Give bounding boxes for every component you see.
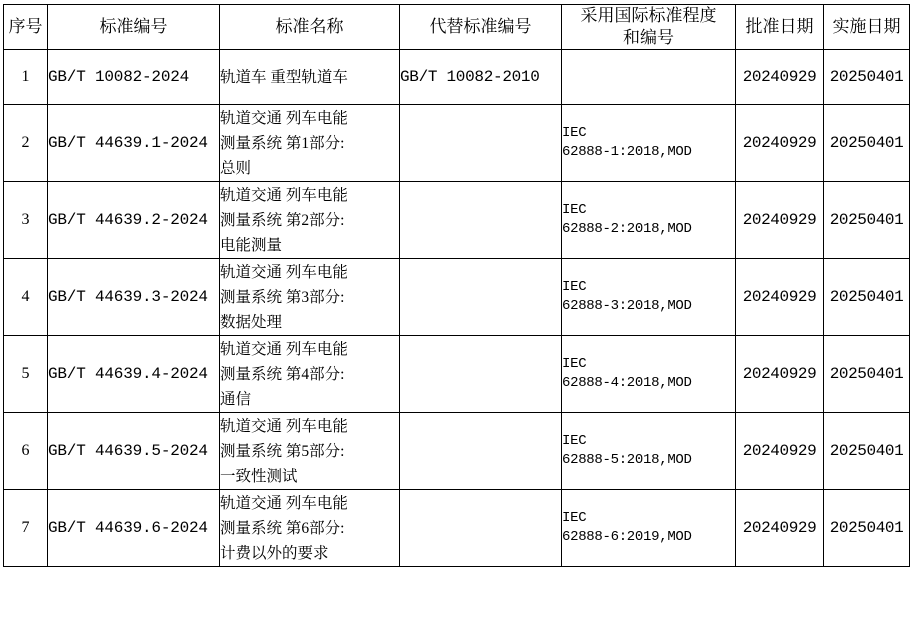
standards-table — [3, 4, 910, 567]
cell-implementation-date: 20250401 — [824, 490, 910, 567]
cell-implementation-date: 20250401 — [824, 105, 910, 182]
cell-implementation-date: 20250401 — [824, 413, 910, 490]
cell-international-adoption — [562, 490, 736, 567]
cell-approval-date: 20240929 — [736, 336, 824, 413]
cell-standard-name — [220, 336, 400, 413]
name-line: 测量系统 第1部分: — [220, 134, 345, 152]
cell-implementation-date: 20250401 — [824, 259, 910, 336]
cell-approval-date: 20240929 — [736, 50, 824, 105]
name-line: 测量系统 第4部分: — [220, 365, 345, 383]
cell-standard-name — [220, 413, 400, 490]
name-line: 测量系统 第5部分: — [220, 442, 345, 460]
cell-replaced-code — [400, 259, 562, 336]
table-body — [4, 50, 910, 567]
cell-standard-code: GB/T 44639.3-2024 — [48, 259, 220, 336]
table-row — [4, 259, 910, 336]
header-replaced-code: 代替标准编号 — [400, 5, 562, 50]
cell-standard-code: GB/T 44639.5-2024 — [48, 413, 220, 490]
intl-line: IEC — [562, 202, 587, 218]
cell-replaced-code — [400, 413, 562, 490]
cell-seq: 1 — [4, 50, 48, 105]
header-implementation-date: 实施日期 — [824, 5, 910, 50]
cell-international-adoption — [562, 413, 736, 490]
table-row — [4, 50, 910, 105]
intl-line: 62888-2:2018,MOD — [562, 221, 692, 237]
intl-line: 62888-6:2019,MOD — [562, 529, 692, 545]
cell-standard-code: GB/T 44639.6-2024 — [48, 490, 220, 567]
name-line: 轨道交通 列车电能 — [220, 263, 348, 281]
table-row — [4, 413, 910, 490]
document-page — [0, 4, 911, 629]
cell-international-adoption — [562, 259, 736, 336]
cell-seq: 2 — [4, 105, 48, 182]
cell-implementation-date: 20250401 — [824, 182, 910, 259]
cell-standard-name — [220, 490, 400, 567]
name-line: 一致性测试 — [220, 467, 298, 485]
header-international-adoption-line2: 和编号 — [623, 28, 674, 47]
name-line: 轨道交通 列车电能 — [220, 109, 348, 127]
intl-line: 62888-1:2018,MOD — [562, 144, 692, 160]
header-international-adoption-line1: 采用国际标准程度 — [580, 6, 717, 25]
header-row — [4, 5, 910, 50]
name-line: 轨道交通 列车电能 — [220, 186, 348, 204]
name-line: 总则 — [220, 159, 252, 177]
cell-international-adoption — [562, 105, 736, 182]
cell-seq: 7 — [4, 490, 48, 567]
cell-standard-code: GB/T 44639.2-2024 — [48, 182, 220, 259]
name-line: 通信 — [220, 390, 252, 408]
intl-line: IEC — [562, 433, 587, 449]
cell-implementation-date: 20250401 — [824, 336, 910, 413]
cell-approval-date: 20240929 — [736, 490, 824, 567]
cell-standard-code: GB/T 44639.4-2024 — [48, 336, 220, 413]
table-row — [4, 105, 910, 182]
cell-standard-name — [220, 182, 400, 259]
cell-international-adoption — [562, 182, 736, 259]
name-line: 轨道交通 列车电能 — [220, 340, 348, 358]
intl-line: IEC — [562, 356, 587, 372]
cell-standard-code: GB/T 10082-2024 — [48, 50, 220, 105]
name-line: 计费以外的要求 — [220, 544, 329, 562]
intl-line: 62888-3:2018,MOD — [562, 298, 692, 314]
cell-standard-name — [220, 50, 400, 105]
table-header — [4, 5, 910, 50]
cell-seq: 6 — [4, 413, 48, 490]
cell-approval-date: 20240929 — [736, 182, 824, 259]
cell-seq: 5 — [4, 336, 48, 413]
table-row — [4, 182, 910, 259]
cell-seq: 4 — [4, 259, 48, 336]
intl-line: 62888-5:2018,MOD — [562, 452, 692, 468]
cell-replaced-code — [400, 490, 562, 567]
intl-line: 62888-4:2018,MOD — [562, 375, 692, 391]
name-line: 测量系统 第6部分: — [220, 519, 345, 537]
cell-seq: 3 — [4, 182, 48, 259]
cell-replaced-code — [400, 105, 562, 182]
intl-line: IEC — [562, 279, 587, 295]
table-row — [4, 490, 910, 567]
header-seq: 序号 — [4, 5, 48, 50]
header-standard-name: 标准名称 — [220, 5, 400, 50]
name-line: 数据处理 — [220, 313, 283, 331]
cell-standard-name — [220, 105, 400, 182]
header-international-adoption — [562, 5, 736, 50]
cell-standard-name — [220, 259, 400, 336]
name-line: 测量系统 第2部分: — [220, 211, 345, 229]
table-row — [4, 336, 910, 413]
cell-implementation-date: 20250401 — [824, 50, 910, 105]
intl-line: IEC — [562, 125, 587, 141]
name-line: 轨道交通 列车电能 — [220, 494, 348, 512]
cell-international-adoption — [562, 50, 736, 105]
cell-approval-date: 20240929 — [736, 105, 824, 182]
name-line: 电能测量 — [220, 236, 283, 254]
cell-approval-date: 20240929 — [736, 413, 824, 490]
header-standard-code: 标准编号 — [48, 5, 220, 50]
header-approval-date: 批准日期 — [736, 5, 824, 50]
cell-standard-code: GB/T 44639.1-2024 — [48, 105, 220, 182]
name-line: 轨道车 重型轨道车 — [220, 68, 348, 86]
cell-international-adoption — [562, 336, 736, 413]
cell-approval-date: 20240929 — [736, 259, 824, 336]
cell-replaced-code: GB/T 10082-2010 — [400, 50, 562, 105]
name-line: 轨道交通 列车电能 — [220, 417, 348, 435]
cell-replaced-code — [400, 182, 562, 259]
intl-line: IEC — [562, 510, 587, 526]
cell-replaced-code — [400, 336, 562, 413]
name-line: 测量系统 第3部分: — [220, 288, 345, 306]
